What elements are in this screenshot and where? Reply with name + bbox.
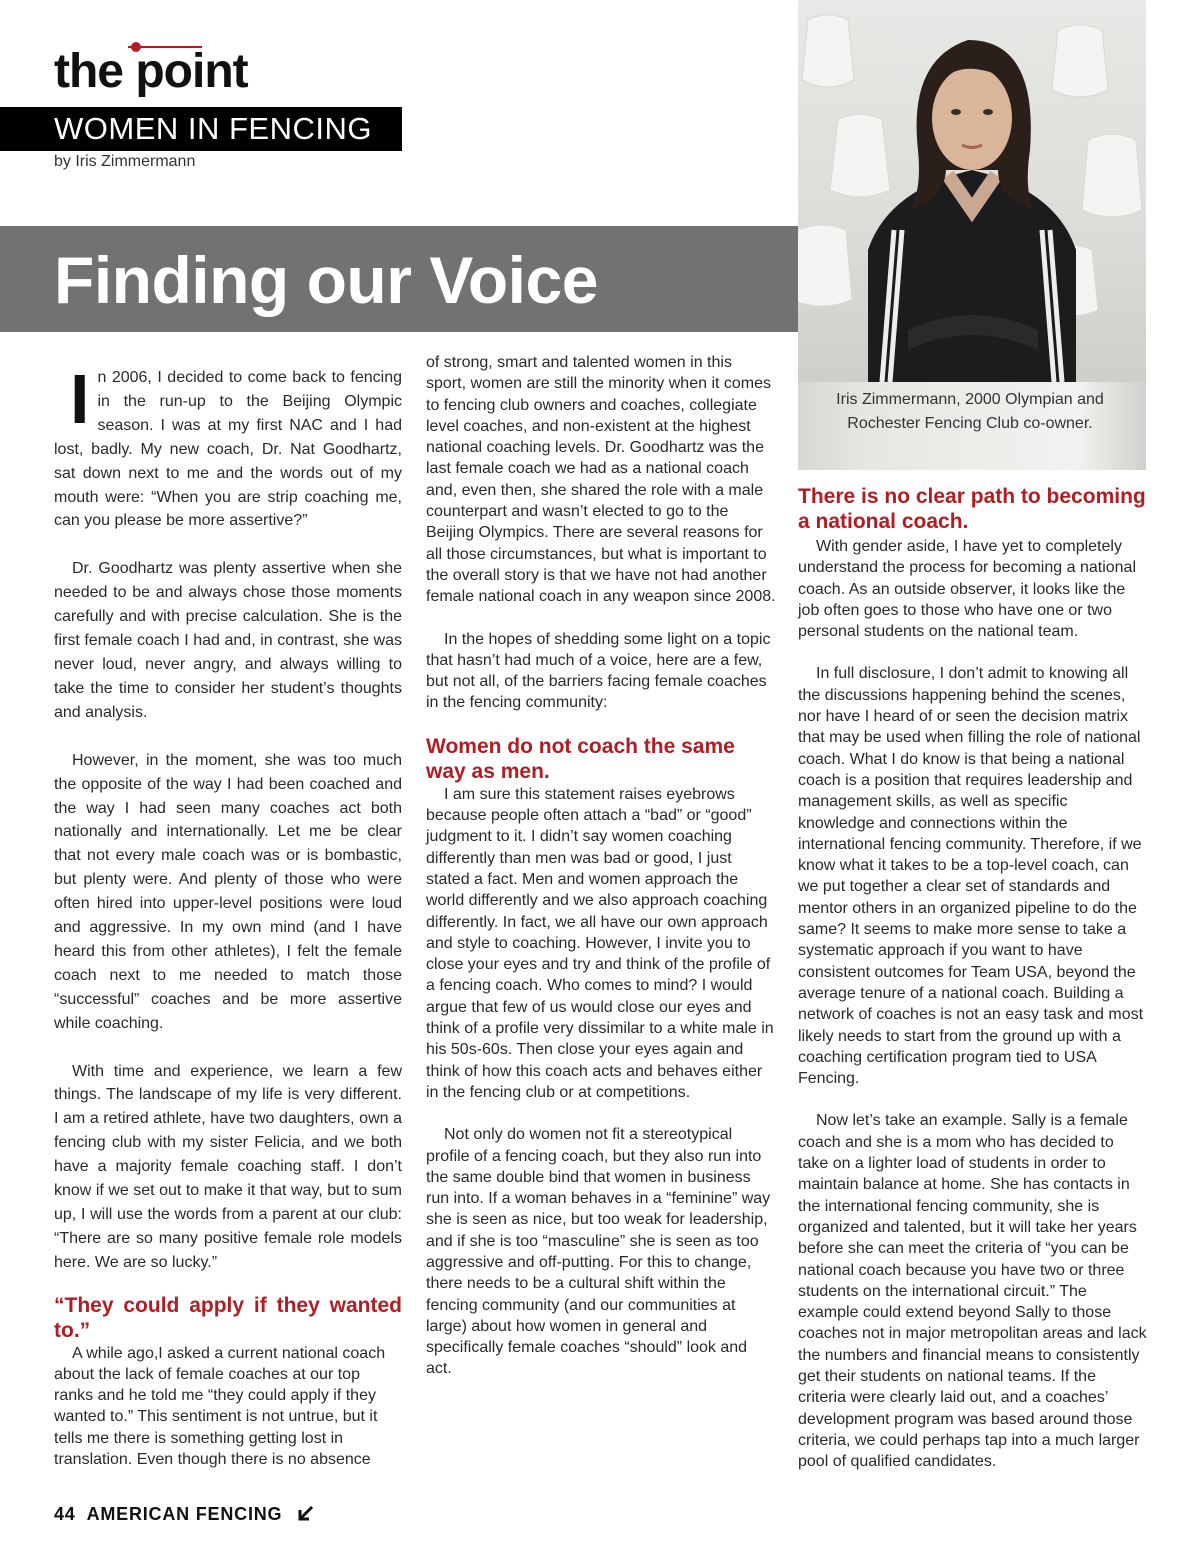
subheading: “They could apply if they wanted to.” [54, 1293, 402, 1342]
page-footer [54, 1502, 282, 1526]
author-photo [798, 0, 1146, 382]
paragraph: Now let’s take an example. Sally is a female coach and she is a mom who has decided to take on a lighter load of students in order to maintain balance at home. She has contacts in the international fencing community, she is organized and talented, but it will take her years before she can meet the criteria of “you can be national coach because you have two or three students on the international circuit.” The example could extend beyond Sally to those coaches not in major metropolitan areas and lack the numbers and financial means to consistently get their students on national teams. If the criteria were clearly laid out, and a coaches’ development program was based around those criteria, we could perhaps tap into a much larger pool of qualified candidates. [798, 1112, 1147, 1471]
byline: by Iris Zimmermann [54, 153, 196, 170]
drop-cap: I [70, 360, 90, 438]
arrow-down-left-icon [296, 1504, 316, 1524]
brand-title: the point [54, 45, 248, 98]
subheading: There is no clear path to becoming a national coach. [798, 485, 1146, 533]
paragraph: In full disclosure, I don’t admit to knowing all the discussions happening behind the scenes, nor have I heard of or seen the decision matrix that may be used when filling the role of national coach. What I do know is that being a national coach is a position that requires leadership and management skills, as well as specific knowledge and connections within the international fencing community. Therefore, if we know what it takes to be a top-level coach, can we put together a clear set of standards and mentor others in an organized pipeline to do the same? It seems to make more sense to take a systematic approach if you want to have consistent outcomes for Team USA, beyond the average tenure of a national coach. Building a network of coaches is not an easy task and most likely needs to start from the ground up with a coaching certification program tied to USA Fencing. [798, 665, 1144, 1088]
photo-caption-line: Rochester Fencing Club co-owner. [847, 415, 1093, 432]
opening-paragraph [54, 360, 402, 533]
paragraph: However, in the moment, she was too much the opposite of the way I had been coached and the way I had seen many coaches act both nationally and internationally. Let me be clear that not every male coach was or is bombastic, but plenty were. And plenty of those who were often hired into upper-level positions were loud and aggressive. In my own mind (and I have heard this from other athletes), I felt the female coach next to me needed to match those “successful” coaches and be more assertive while coaching. [54, 751, 402, 1032]
article-column-3 [798, 536, 1148, 1472]
photo-caption [798, 388, 1142, 436]
section-label: WOMEN IN FENCING [54, 111, 372, 146]
article-title: Finding our Voice [54, 243, 598, 317]
paragraph: With gender aside, I have yet to completely understand the process for becoming a national coach. As an outside observer, it looks like the job often goes to those who have one or two personal students on the national team. [798, 538, 1136, 641]
article-column-2 [426, 352, 776, 1380]
paragraph: Dr. Goodhartz was plenty assertive when she needed to be and always chose those moments carefully and with precise calculation. She is the first female coach I had and, in contrast, she was never loud, never angry, and always willing to take the time to consider her student’s thoughts and analysis. [54, 560, 402, 721]
paragraph: A while ago,I asked a current national coach about the lack of female coaches at our top ranks and he told me “they could apply if they wanted to.” This sentiment is not untrue, but it tells me there is something getting lost in translation. Even though there is no absence [54, 1344, 386, 1468]
paragraph-text: n 2006, I decided to come back to fencing in the run-up to the Beijing Olympic season. I was at my first NAC and I had lost, badly. My new coach, Dr. Nat Goodhartz, sat down next to me and the words out of my mouth were: “When you are strip coaching me, can you please be more assertive?” [54, 369, 402, 530]
paragraph: Not only do women not fit a stereotypical profile of a fencing coach, but they also run into the same double bind that women in business run into. If a woman behaves in a “feminine” way she is seen as nice, but too weak for leadership, and if she is too “masculine” she is seen as too aggressive and off-putting. For this to change, there needs to be a cultural shift within the fencing community (and our communities at large) about how women in general and specifically female coaches “should” look and act. [426, 1126, 771, 1378]
paragraph: of strong, smart and talented women in this sport, women are still the minority when it comes to fencing club owners and coaches, collegiate level coaches, and non-existent at the highest national coaching levels. Dr. Goodhartz was the last female coach we had as a national coach and, even then, she shared the role with a male counterpart and wasn’t elected to go to the Beijing Olympics. There are several reasons for all those circumstances, but what is important to the overall story is that we have not had another female national coach in any weapon since 2008. [426, 354, 776, 606]
publication-name: AMERICAN FENCING [86, 1504, 283, 1524]
photo-caption-line: Iris Zimmermann, 2000 Olympian and [836, 391, 1104, 408]
paragraph: With time and experience, we learn a few things. The landscape of my life is very different. I am a retired athlete, have two daughters, own a fencing club with my sister Felicia, and we both have a majority female coaching staff. I don’t know if we set out to make it that way, but to sum up, I will use the words from a parent at our club: “There are so many positive female role models here. We are so lucky.” [54, 1062, 402, 1271]
subheading: Women do not coach the same way as men. [426, 734, 735, 783]
column-3-heading-wrap [798, 484, 1148, 534]
paragraph: In the hopes of shedding some light on a topic that hasn’t had much of a voice, here are a few, but not all, of the barriers facing female coaches in the fencing community: [426, 630, 771, 712]
author-portrait-illustration [798, 0, 1146, 382]
page-number: 44 [54, 1504, 76, 1524]
paragraph: I am sure this statement raises eyebrows because people often attach a “bad” or “good” judgment to it. I didn’t say women coaching differently than men was bad or good, I just stated a fact. Men and women approach the world differently and we also approach coaching differently. In fact, we all have our own approach and style to coaching. However, I invite you to close your eyes and try and think of the profile of a fencing coach. Who comes to mind? I would argue that few of us would close our eyes and think of a profile very dissimilar to a white male in his 50s-60s. Then close your eyes again and think of how this coach acts and behaves either in the fencing club or at competitions. [426, 785, 774, 1101]
article-column-1 [54, 360, 402, 1470]
